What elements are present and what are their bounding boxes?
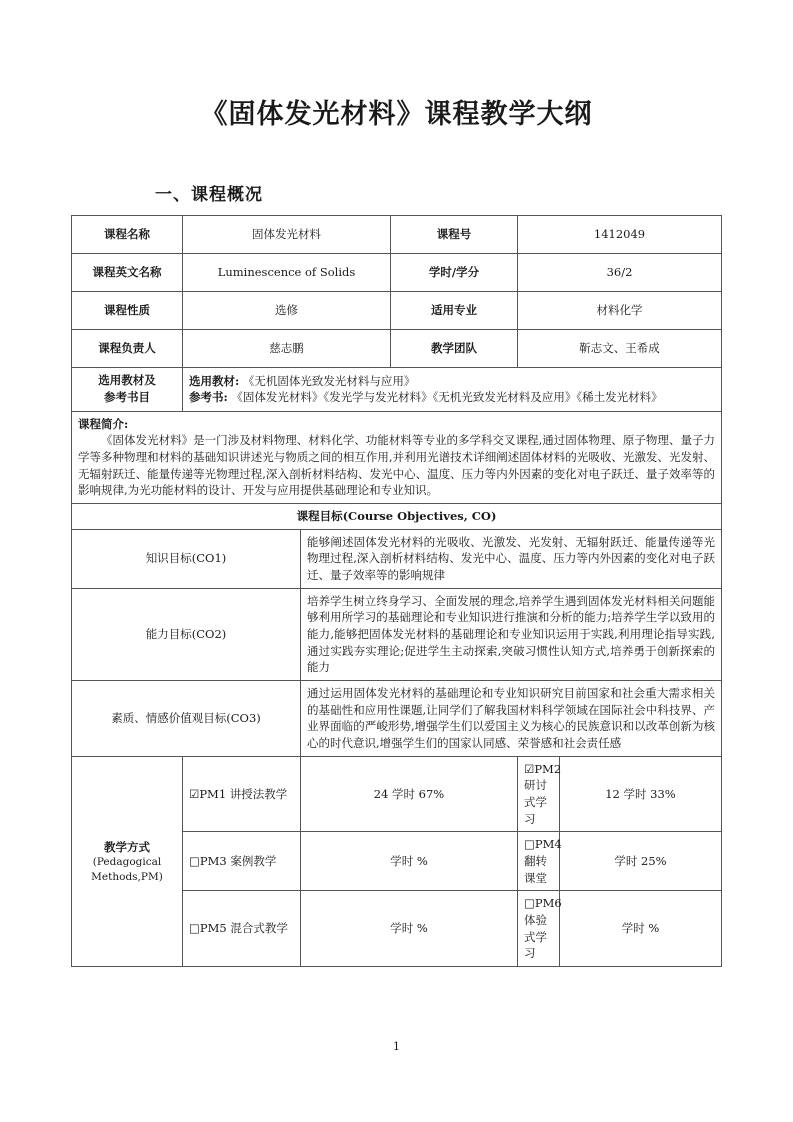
table-row	[72, 330, 722, 368]
pm2-label: PM2 研讨式学习	[524, 761, 562, 826]
objectives-header	[72, 503, 722, 529]
pm4-label: PM4 翻转课堂	[524, 837, 562, 885]
textbook-selected-line	[189, 373, 715, 390]
table-row-pedagogical-method	[72, 756, 722, 832]
page-number: 1	[393, 1040, 400, 1053]
table-row	[72, 292, 722, 330]
section-heading-course-overview: 一、课程概况	[155, 185, 263, 205]
table-row	[72, 254, 722, 292]
field-value-course-leader: 慈志鹏	[183, 330, 391, 368]
textbooks-label-line1: 选用教材及	[98, 373, 156, 387]
pm1-label: PM1 讲授法教学	[199, 786, 288, 801]
textbook-reference-value: 《固体发光材料》《发光学与发光材料》《无机光致发光材料及应用》《稀土发光材料》	[231, 390, 663, 405]
pm-label-cn: 教学方式	[104, 839, 150, 854]
course-syllabus-table	[71, 215, 722, 967]
course-introduction-body: 《固体发光材料》是一门涉及材料物理、材料化学、功能材料等专业的多学科交叉课程,通过固体物理、原子物理、量子力学等多种物理和材料的基础知识讲述光与物质之间的相互作用,并利用光谱技术详细阐述固体材料的光吸收、光激发、光发射、无辐射跃迁、能量传递等光物理过程,深入剖析材料结构、发光中心、温度、压力等内外因素的变化对电子跃迁、量子效率等的影响规律,为光功能材料的设计、开发与应用提供基础理论和专业知识。	[78, 433, 715, 498]
table-row-objective	[72, 529, 722, 588]
course-introduction-title: 课程简介:	[78, 416, 129, 431]
field-value-course-type: 选修	[183, 292, 391, 330]
pm6-label: PM6 体验式学习	[524, 896, 562, 961]
pm5-checkbox-item[interactable]	[183, 891, 301, 967]
table-row-introduction	[72, 411, 722, 503]
pm4-hours: 学时 25%	[560, 832, 722, 891]
field-value-course-code: 1412049	[518, 216, 722, 254]
field-label-course-name-en: 课程英文名称	[72, 254, 183, 292]
objective-label-co3: 素质、情感价值观目标(CO3)	[72, 680, 301, 756]
pm4-checkbox-icon[interactable]: □	[524, 837, 535, 852]
pm6-checkbox-icon[interactable]: □	[524, 896, 535, 911]
textbook-selected-value: 《无机固体光致发光材料与应用》	[242, 373, 416, 388]
field-value-course-name: 固体发光材料	[183, 216, 391, 254]
pm1-hours: 24 学时 67%	[301, 756, 518, 832]
textbook-reference-line	[189, 389, 715, 406]
field-label-textbooks	[72, 368, 183, 412]
pm-label-en-line2: Methods,PM)	[91, 870, 163, 883]
field-value-course-name-en: Luminescence of Solids	[183, 254, 391, 292]
field-label-course-name: 课程名称	[72, 216, 183, 254]
pm-label-en-line1: (Pedagogical	[92, 856, 162, 869]
pm3-checkbox-item[interactable]	[183, 832, 301, 891]
pm4-checkbox-item[interactable]	[518, 832, 560, 891]
field-label-course-type: 课程性质	[72, 292, 183, 330]
field-value-textbooks	[183, 368, 722, 412]
objective-label-co2: 能力目标(CO2)	[72, 588, 301, 680]
table-row-textbooks	[72, 368, 722, 412]
pm3-checkbox-icon[interactable]: □	[189, 853, 200, 868]
pm5-hours: 学时 %	[301, 891, 518, 967]
objective-text-co2: 培养学生树立终身学习、全面发展的理念,培养学生遇到固体发光材料相关问题能够利用所学习的基础理论和专业知识进行推演和分析的能力;培养学生学以致用的能力,能够把固体发光材料的基础理论和专业知识运用于实践,利用理论指导实践,通过实践夯实理论;促进学生主动探索,突破习惯性认知方式,培养勇于创新探索的能力	[301, 588, 722, 680]
pm1-checkbox-icon[interactable]: ☑	[189, 786, 200, 801]
field-label-hours-credits: 学时/学分	[391, 254, 518, 292]
objectives-header-cn: 课程目标	[296, 508, 343, 523]
course-introduction	[72, 411, 722, 503]
objective-text-co1: 能够阐述固体发光材料的光吸收、光激发、光发射、无辐射跃迁、能量传递等光物理过程,深入剖析材料结构、发光中心、温度、压力等内外因素的变化对电子跃迁、量子效率等的影响规律	[301, 529, 722, 588]
objective-text-co3: 通过运用固体发光材料的基础理论和专业知识研究目前国家和社会重大需求相关的基础性和应用性课题,让同学们了解我国材料科学领域在国际社会中科技界、产业界面临的严峻形势,增强学生们以爱国主义为核心的民族意识和以改革创新为核心的时代意识,增强学生们的国家认同感、荣誉感和社会责任感	[301, 680, 722, 756]
page-title: 《固体发光材料》课程教学大纲	[200, 99, 593, 130]
pm3-hours: 学时 %	[301, 832, 518, 891]
pm5-label: PM5 混合式教学	[199, 921, 288, 936]
pm6-checkbox-item[interactable]	[518, 891, 560, 967]
pm2-hours: 12 学时 33%	[560, 756, 722, 832]
textbook-selected-prefix: 选用教材:	[189, 373, 240, 388]
table-row	[72, 216, 722, 254]
pm2-checkbox-icon[interactable]: ☑	[524, 761, 535, 776]
table-row-objective	[72, 680, 722, 756]
pm1-checkbox-item[interactable]	[183, 756, 301, 832]
pm5-checkbox-icon[interactable]: □	[189, 921, 200, 936]
objectives-header-en: (Course Objectives, CO)	[342, 508, 497, 523]
textbooks-label-line2: 参考书目	[104, 390, 150, 405]
field-label-course-leader: 课程负责人	[72, 330, 183, 368]
pm2-checkbox-item[interactable]	[518, 756, 560, 832]
table-row-objectives-header	[72, 503, 722, 529]
field-label-applicable-major: 适用专业	[391, 292, 518, 330]
objective-label-co1: 知识目标(CO1)	[72, 529, 301, 588]
textbook-reference-prefix: 参考书:	[189, 390, 228, 405]
field-value-applicable-major: 材料化学	[518, 292, 722, 330]
pm6-hours: 学时 %	[560, 891, 722, 967]
field-label-pedagogical-methods	[72, 756, 183, 966]
pm3-label: PM3 案例教学	[199, 853, 277, 868]
table-row-objective	[72, 588, 722, 680]
field-label-teaching-team: 教学团队	[391, 330, 518, 368]
field-value-teaching-team: 靳志文、王希成	[518, 330, 722, 368]
field-label-course-code: 课程号	[391, 216, 518, 254]
field-value-hours-credits: 36/2	[518, 254, 722, 292]
